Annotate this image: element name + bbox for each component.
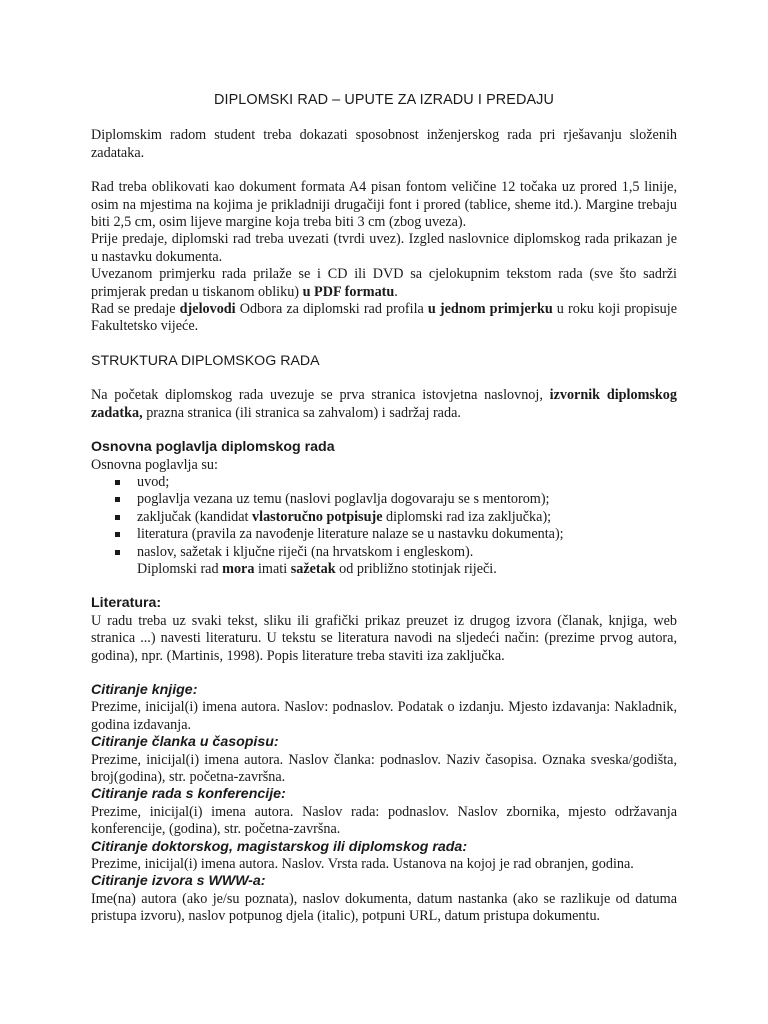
list-item: zaključak (kandidat vlastoručno potpisuje diplomski rad iza zaključka); [91, 509, 677, 526]
list-item: poglavlja vezana uz temu (naslovi poglavlja dogovaraju se s mentorom); [91, 491, 677, 508]
list-item: literatura (pravila za navođenje literature nalaze se u nastavku dokumenta); [91, 526, 677, 543]
list-item: naslov, sažetak i ključne riječi (na hrvatskom i engleskom). [91, 544, 677, 561]
citation-www-heading: Citiranje izvora s WWW-a: [91, 873, 266, 890]
bullet-icon [115, 550, 120, 555]
document-title: DIPLOMSKI RAD – UPUTE ZA IZRADU I PREDAJU [214, 92, 554, 108]
cd-paragraph: Uvezanom primjerku rada prilaže se i CD ili DVD sa cjelokupnim tekstom rada (sve što sadrži primjerak predan u tiskanom obliku) u PDF formatu. [91, 266, 677, 300]
structure-heading: STRUKTURA DIPLOMSKOG RADA [91, 352, 320, 369]
citation-conference-heading: Citiranje rada s konferencije: [91, 786, 286, 803]
citation-thesis-heading: Citiranje doktorskog, magistarskog ili diplomskog rada: [91, 838, 468, 855]
formatting-paragraph: Rad treba oblikovati kao dokument formata A4 pisan fontom veličine 12 točaka uz prored 1,5 linije, osim na mjestima na kojima je prikladniji drugačiji font i prored (tablice, sheme itd.). Margine trebaju biti 2,5 cm, osim lijeve margine koja treba biti 3 cm (zbog uveza). [91, 179, 677, 231]
binding-paragraph: Prije predaje, diplomski rad treba uvezati (tvrdi uvez). Izgled naslovnice diplomskog rada prikazan je u nastavku dokumenta. [91, 231, 677, 265]
citation-thesis-text: Prezime, inicijal(i) imena autora. Naslov. Vrsta rada. Ustanova na kojoj je rad obranjen, godina. [91, 856, 634, 873]
literature-paragraph: U radu treba uz svaki tekst, sliku ili grafički prikaz preuzet iz drugog izvora (članak, knjiga, web stranica ...) navesti literaturu. U tekstu se literatura navodi na sljedeći način: (prezime prvog autora, godina), npr. (Martinis, 1998). Popis literature treba staviti iza zaključka. [91, 612, 677, 664]
chapters-lead: Osnovna poglavlja su: [91, 456, 218, 473]
citation-conference-text: Prezime, inicijal(i) imena autora. Naslov rada: podnaslov. Naslov zbornika, mjesto održavanja konferencije, (godina), str. početna-završna. [91, 803, 677, 838]
structure-paragraph: Na početak diplomskog rada uvezuje se prva stranica istovjetna naslovnoj, izvornik diplomskog zadatka, prazna stranica (ili stranica sa zahvalom) i sadržaj rada. [91, 387, 677, 421]
bullet-icon [115, 532, 120, 537]
chapters-list [91, 474, 677, 561]
abstract-note: Diplomski rad mora imati sažetak od približno stotinjak riječi. [137, 560, 497, 577]
citation-book-heading: Citiranje knjige: [91, 681, 198, 698]
djelovodi-emphasis: djelovodi [179, 301, 236, 318]
list-item: uvod; [91, 474, 677, 491]
literature-heading: Literatura: [91, 595, 162, 612]
citation-article-heading: Citiranje članka u časopisu: [91, 734, 279, 751]
chapters-heading: Osnovna poglavlja diplomskog rada [91, 439, 335, 456]
bullet-icon [115, 480, 120, 485]
submission-paragraph: Rad se predaje djelovodi Odbora za diplomski rad profila u jednom primjerku u roku koji propisuje Fakultetsko vijeće. [91, 301, 678, 335]
pdf-format-emphasis: u PDF formatu [302, 283, 395, 300]
intro-paragraph: Diplomskim radom student treba dokazati sposobnost inženjerskog rada pri rješavanju složenih zadataka. [91, 127, 677, 161]
bullet-icon [115, 515, 120, 520]
bullet-icon [115, 497, 120, 502]
citation-www-text: Ime(na) autora (ako je/su poznata), naslov dokumenta, datum nastanka (ako se razlikuje od datuma pristupa izvoru), naslov potpunog djela (italic), potpuni URL, datum pristupa dokumentu. [91, 890, 677, 925]
citation-book-text: Prezime, inicijal(i) imena autora. Naslov: podnaslov. Podatak o izdanju. Mjesto izdavanja: Nakladnik, godina izdavanja. [91, 699, 677, 733]
one-copy-emphasis: u jednom primjerku [427, 301, 553, 318]
assignment-emphasis: izvornik diplomskog zadatka, [91, 387, 677, 421]
citation-article-text: Prezime, inicijal(i) imena autora. Naslov članka: podnaslov. Naziv časopisa. Oznaka sveska/godišta, broj(godina), str. početna-završna. [91, 751, 677, 785]
